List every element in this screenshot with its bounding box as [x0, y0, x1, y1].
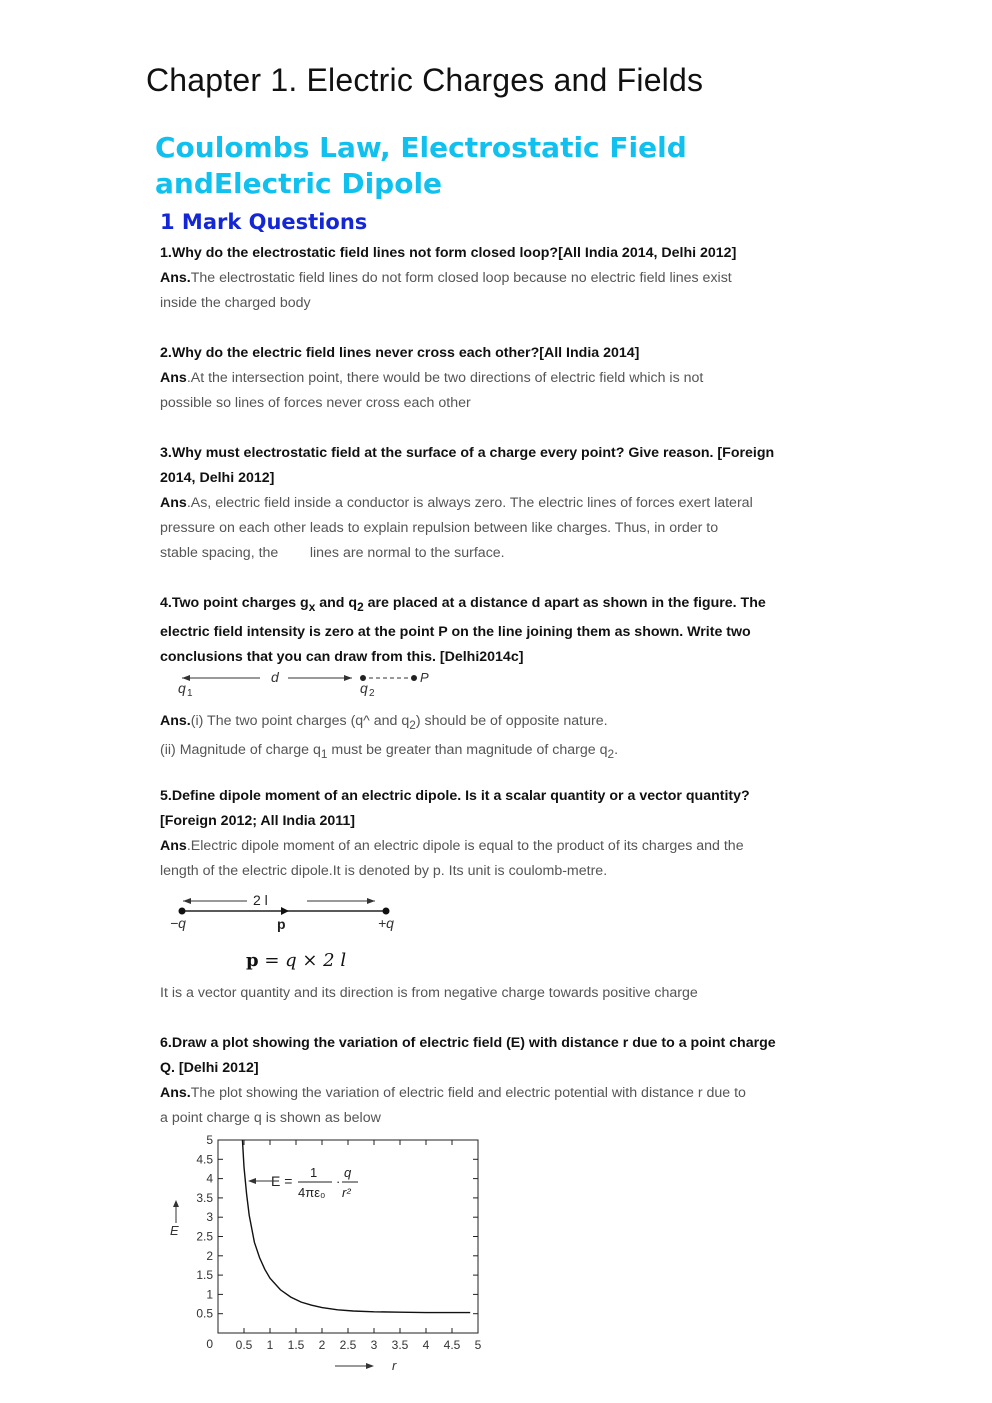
answer-5-line1: .Electric dipole moment of an electric dipole is equal to the product of its charges and the	[186, 838, 744, 854]
answer-6	[160, 1081, 800, 1106]
y-tick-label: 3	[206, 1210, 213, 1225]
negative-charge-label: −q	[170, 915, 186, 931]
question-2	[160, 341, 800, 416]
answer-5	[160, 834, 800, 859]
x-axis-label: r	[392, 1358, 397, 1373]
question-3-line1: 3.Why must electrostatic field at the surface of a charge every point? Give reason. [Foreign	[160, 445, 775, 461]
answer-5-conclusion: It is a vector quantity and its direction is from negative charge towards positive charge	[160, 985, 698, 1001]
x-tick-label: 1.5	[287, 1338, 305, 1352]
x-tick-label: 4	[422, 1338, 430, 1352]
y-tick-label: 4	[206, 1171, 213, 1186]
answer-3-line3: stable spacing, the lines are normal to the surface.	[160, 545, 505, 561]
field-curve	[242, 1140, 470, 1313]
question-4-line1	[160, 591, 800, 620]
question-1-text: 1.Why do the electrostatic field lines not form closed loop?[All India 2014, Delhi 2012]	[160, 245, 737, 261]
question-6	[160, 1031, 800, 1131]
y-axis-arrowhead	[173, 1200, 179, 1207]
x-axis-arrowhead	[366, 1363, 374, 1369]
question-4-line2: electric field intensity is zero at the point P on the line joining them as shown. Write two	[160, 623, 751, 640]
answer-6-line1: The plot showing the variation of electric field and electric potential with distance r due to	[190, 1085, 746, 1101]
answer-3-line1: .As, electric field inside a conductor is always zero. The electric lines of forces exert lateral	[186, 495, 753, 511]
answer-4-line2-part: must be greater than magnitude of charge q	[327, 741, 608, 758]
answer-3	[160, 491, 800, 516]
x-tick-label: 1	[266, 1338, 274, 1352]
answer-4-line2-part: (ii) Magnitude of charge q	[160, 741, 321, 758]
y-tick-label: 1	[206, 1287, 213, 1302]
point-p-dot	[411, 675, 417, 681]
answer-1	[160, 266, 800, 291]
annotation-dot: ·	[336, 1174, 341, 1189]
answer-4	[160, 709, 800, 767]
annotation-num1: 1	[310, 1165, 318, 1180]
positive-charge-label: +q	[378, 915, 394, 931]
answer-label: Ans.	[160, 1085, 191, 1101]
dipole-moment-arrow	[281, 907, 289, 915]
answer-6-line2: a point charge q is shown as below	[160, 1110, 381, 1126]
annotation-den2: r²	[342, 1185, 351, 1200]
answer-label: Ans	[160, 838, 187, 854]
q1-label: q	[178, 680, 186, 696]
positive-charge-dot	[383, 908, 390, 915]
answer-2	[160, 366, 800, 391]
annotation-lhs: E =	[271, 1173, 293, 1189]
question-4-line1-part: 4.Two point charges g	[160, 595, 309, 611]
answer-1-line2: inside the charged body	[160, 295, 311, 311]
question-3-line2: 2014, Delhi 2012]	[160, 470, 275, 486]
y-tick-label: 2	[206, 1248, 213, 1263]
q2-sub: 2	[369, 688, 375, 698]
subsection-title: 1 Mark Questions	[160, 210, 368, 234]
arrowhead-right	[367, 898, 375, 904]
answer-label: Ans	[160, 495, 187, 511]
question-4-line1-part: are placed at a distance d apart as shown in the figure. The	[363, 595, 766, 611]
section-title-line2: andElectric Dipole	[155, 167, 443, 200]
question-5-line1: 5.Define dipole moment of an electric dipole. Is it a scalar quantity or a vector quantity?	[160, 788, 750, 804]
answer-label: Ans.	[160, 270, 191, 286]
subscript: 2	[357, 599, 364, 614]
arrowhead-left	[183, 898, 191, 904]
y-tick-label: 1.5	[196, 1268, 213, 1283]
dipole-formula	[246, 950, 346, 971]
x-tick-label: 3	[370, 1338, 378, 1352]
question-4-line3: conclusions that you can draw from this. [Delhi2014c]	[160, 648, 524, 665]
section-title-line1: Coulombs Law, Electrostatic Field	[155, 131, 687, 164]
y-axis-label: E	[170, 1223, 179, 1238]
question-5-line2: [Foreign 2012; All India 2011]	[160, 813, 356, 829]
point-p-label: P	[420, 670, 429, 685]
answer-3-line2: pressure on each other leads to explain repulsion between like charges. Thus, in order to	[160, 520, 719, 536]
y-tick-label: 5	[206, 1133, 213, 1147]
charges-figure	[170, 668, 460, 698]
subscript: x	[308, 599, 316, 614]
question-5	[160, 784, 800, 884]
subscript: 2	[409, 717, 416, 732]
x-tick-label: 2.5	[339, 1338, 357, 1352]
y-tick-label: 3.5	[196, 1190, 213, 1205]
question-1	[160, 241, 800, 316]
distance-label: d	[271, 669, 279, 685]
origin-label: 0	[206, 1337, 213, 1351]
x-tick-label: 3.5	[391, 1338, 409, 1352]
dipole-figure	[165, 888, 415, 936]
y-tick-label: 0.5	[196, 1306, 213, 1321]
answer-1-line1: The electrostatic field lines do not form closed loop because no electric field lines exist	[190, 270, 732, 286]
annotation-arrowhead	[248, 1178, 256, 1184]
answer-2-line2: possible so lines of forces never cross each other	[160, 395, 471, 411]
question-6-line2: Q. [Delhi 2012]	[160, 1060, 259, 1076]
negative-charge-dot	[179, 908, 186, 915]
answer-4-line1-part: ) should be of opposite nature.	[415, 713, 608, 729]
dipole-moment-label: p	[277, 916, 286, 932]
answer-label: Ans	[160, 370, 187, 386]
answer-5-line2: length of the electric dipole.It is denoted by p. Its unit is coulomb-metre.	[160, 863, 608, 879]
answer-2-line1: .At the intersection point, there would be two directions of electric field which is not	[186, 370, 704, 386]
arrowhead-right	[344, 675, 352, 681]
chapter-title: Chapter 1. Electric Charges and Fields	[146, 62, 704, 98]
y-tick-label: 4.5	[196, 1152, 213, 1167]
formula-rest: = q × 2 l	[258, 950, 347, 971]
formula-p: p	[246, 950, 259, 971]
subscript: 2	[607, 746, 615, 761]
annotation-num2: q	[344, 1165, 352, 1180]
question-4-line1-part: and q	[315, 595, 358, 611]
answer-4-line1-part: (i) The two point charges (q^ and q	[190, 713, 410, 729]
x-tick-label: 5	[474, 1338, 482, 1352]
answer-4-line1	[160, 709, 800, 738]
question-2-text: 2.Why do the electric field lines never cross each other?[All India 2014]	[160, 345, 640, 361]
subscript: 1	[320, 746, 328, 761]
question-3	[160, 441, 800, 566]
answer-4-line2	[160, 738, 800, 767]
question-6-line1: 6.Draw a plot showing the variation of electric field (E) with distance r due to a point charge	[160, 1035, 776, 1051]
x-tick-label: 2	[318, 1338, 326, 1352]
length-label: 2 l	[253, 892, 268, 908]
q1-sub: 1	[187, 688, 193, 698]
answer-label: Ans.	[160, 713, 191, 729]
x-tick-label: 0.5	[235, 1338, 253, 1352]
x-tick-label: 4.5	[443, 1338, 461, 1352]
answer-4-line2-part: .	[614, 741, 619, 758]
y-tick-label: 2.5	[196, 1229, 213, 1244]
question-4	[160, 591, 800, 670]
annotation-den1: 4πε₀	[298, 1185, 326, 1200]
q2-label: q	[360, 680, 368, 696]
electric-field-chart	[160, 1128, 500, 1378]
section-title	[155, 130, 715, 202]
